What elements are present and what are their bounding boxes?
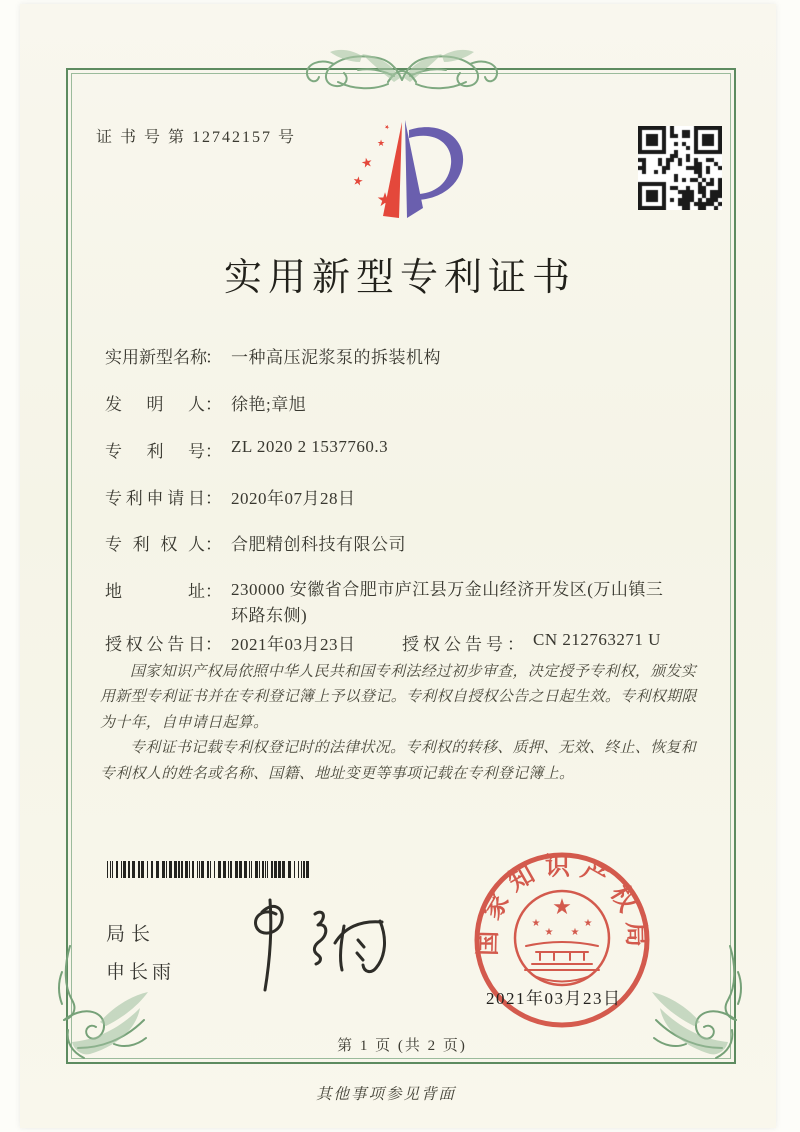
field-label: 专利号 (105, 442, 205, 461)
field-row-grant: 授权公告日： 2021年03月23日 授权公告号： CN 212763271 U (105, 630, 661, 654)
field-label: 发明人 (105, 395, 205, 414)
star-icon: ★ (382, 123, 391, 132)
page-number: 第 1 页 (共 2 页) (337, 1038, 467, 1054)
back-note: 其他事项参见背面 (315, 1086, 456, 1103)
national-emblem (515, 891, 609, 985)
field-value: 徐艳;章旭 (231, 395, 307, 414)
star-icon: ★ (531, 918, 541, 929)
star-icon: ★ (583, 918, 593, 929)
star-icon: ★ (544, 927, 554, 938)
field-value: 2021年03月23日 (231, 635, 356, 654)
field-row-patent-number: 专利号： ZL 2020 2 1537760.3 (105, 437, 389, 461)
star-icon: ★ (359, 154, 375, 173)
star-icon: ★ (376, 139, 386, 149)
body-paragraph-2: 专利证书记载专利权登记时的法律状况。专利权的转移、质押、无效、终止、恢复和专利权人的姓名或名称、国籍、地址变更等事项记载在专利登记簿上。 (100, 740, 697, 782)
star-icon: ★ (351, 173, 365, 189)
star-icon: ★ (552, 895, 572, 920)
field-row-address: 地址： 230000 安徽省合肥市庐江县万金山经济开发区(万山镇三环路东侧) (105, 577, 667, 629)
field-label: 专利权人 (105, 535, 205, 554)
qr-code (638, 126, 722, 210)
seal-text: 国家知识产权局 (474, 853, 650, 957)
commissioner-signature (232, 898, 407, 993)
field-value: 230000 安徽省合肥市庐江县万金山经济开发区(万山镇三环路东侧) (231, 580, 664, 625)
legal-body-text (100, 660, 706, 787)
field-value: CN 212763271 U (533, 630, 661, 649)
field-label: 专利申请日 (105, 489, 205, 508)
field-row-filing-date: 专利申请日： 2020年07月28日 (105, 484, 356, 509)
field-label: 实用新型名称 (105, 348, 207, 367)
officer-title: 局长 (106, 924, 157, 945)
field-value: 一种高压泥浆泵的拆装机构 (231, 348, 441, 367)
star-icon: ★ (376, 189, 394, 211)
field-value: 合肥精创科技有限公司 (231, 535, 406, 554)
field-row-patent-name: 实用新型名称： 一种高压泥浆泵的拆装机构 (105, 343, 441, 368)
field-row-inventor: 发明人： 徐艳;章旭 (105, 390, 306, 415)
field-label: 地址 (105, 582, 205, 601)
patent-office-logo (345, 116, 471, 222)
field-label: 授权公告日 (105, 635, 205, 654)
barcode (107, 861, 313, 878)
field-value: ZL 2020 2 1537760.3 (231, 437, 389, 456)
field-label: 授权公告号 (402, 635, 507, 654)
officer-name: 申长雨 (106, 962, 176, 983)
seal-date: 2021年03月23日 (486, 989, 622, 1008)
top-flourish-ornament (292, 40, 512, 98)
certificate-title: 实用新型专利证书 (223, 257, 576, 299)
field-row-patentee: 专利权人： 合肥精创科技有限公司 (105, 530, 406, 555)
certificate-number: 证 书 号 第 12742157 号 (96, 129, 297, 146)
star-icon: ★ (570, 927, 580, 938)
field-value: 2020年07月28日 (231, 489, 356, 508)
body-paragraph-1: 国家知识产权局依照中华人民共和国专利法经过初步审查，决定授予专利权，颁发实用新型专利证书并在专利登记簿上予以登记。专利权自授权公告之日起生效。专利权期限为十年，自申请日起算。 (100, 664, 697, 731)
